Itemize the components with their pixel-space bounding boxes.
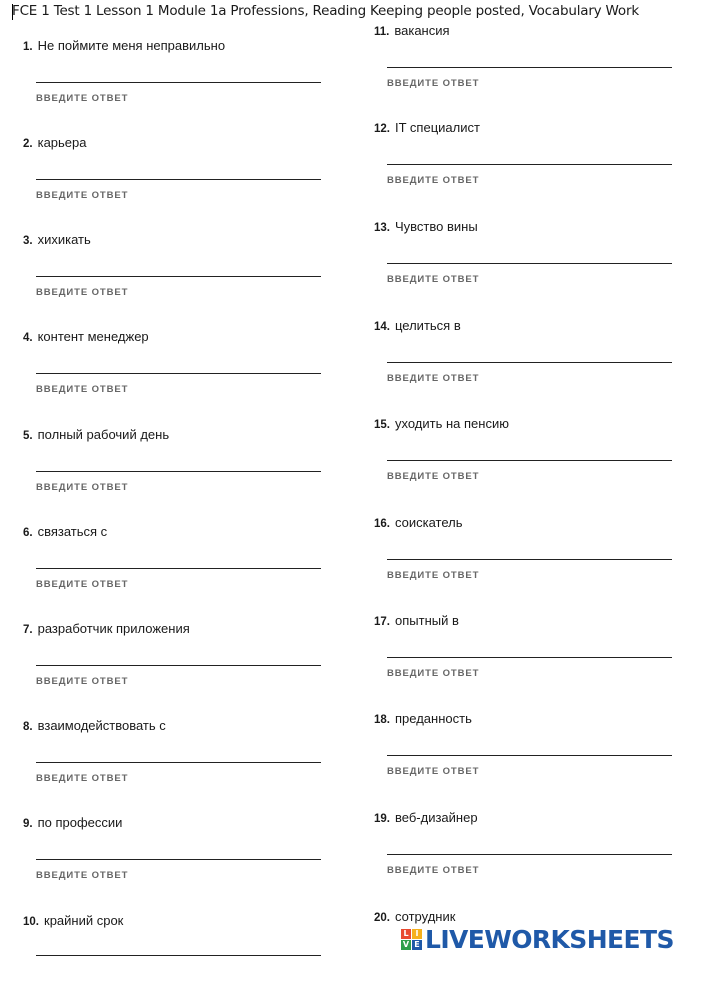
question-prompt <box>374 120 480 135</box>
question-text: Не поймите меня неправильно <box>37 38 226 53</box>
question-prompt <box>23 329 149 344</box>
question-prompt <box>374 23 450 38</box>
question-prompt <box>23 135 87 150</box>
answer-hint: ВВЕДИТЕ ОТВЕТ <box>387 78 480 89</box>
question-item <box>374 416 674 506</box>
document-title: FCE 1 Test 1 Lesson 1 Module 1a Professions, Reading Keeping people posted, Vocabulary Work <box>12 3 639 19</box>
question-prompt <box>23 427 169 442</box>
question-item <box>23 232 323 322</box>
answer-underline <box>36 471 321 472</box>
answer-input[interactable] <box>387 733 672 755</box>
question-text: преданность <box>395 711 472 726</box>
answer-input[interactable] <box>387 45 672 67</box>
answer-underline <box>36 179 321 180</box>
answer-input[interactable] <box>387 340 672 362</box>
answer-hint: ВВЕДИТЕ ОТВЕТ <box>387 175 480 186</box>
answer-input[interactable] <box>36 837 321 859</box>
question-prompt <box>374 613 459 628</box>
question-number: 19. <box>374 813 390 825</box>
liveworksheets-logo <box>401 924 674 954</box>
question-text: полный рабочий день <box>37 427 170 442</box>
question-number: 8. <box>23 721 33 733</box>
question-text: целиться в <box>395 318 461 333</box>
question-prompt <box>23 718 166 733</box>
question-number: 2. <box>23 138 33 150</box>
answer-underline <box>387 460 672 461</box>
answer-hint: ВВЕДИТЕ ОТВЕТ <box>36 676 129 687</box>
answer-input[interactable] <box>36 546 321 568</box>
question-number: 18. <box>374 714 390 726</box>
question-item <box>23 718 323 808</box>
question-number: 13. <box>374 222 390 234</box>
question-prompt <box>374 711 472 726</box>
question-number: 17. <box>374 616 390 628</box>
answer-hint: ВВЕДИТЕ ОТВЕТ <box>36 287 129 298</box>
answer-underline <box>387 755 672 756</box>
answer-input[interactable] <box>36 740 321 762</box>
question-prompt <box>23 913 123 928</box>
answer-input[interactable] <box>387 438 672 460</box>
question-item <box>23 329 323 419</box>
answer-input[interactable] <box>387 142 672 164</box>
answer-input[interactable] <box>36 351 321 373</box>
question-number: 16. <box>374 518 390 530</box>
answer-hint: ВВЕДИТЕ ОТВЕТ <box>387 668 480 679</box>
question-prompt <box>23 232 91 247</box>
question-item <box>374 120 674 210</box>
answer-underline <box>36 276 321 277</box>
answer-input[interactable] <box>387 241 672 263</box>
badge-letter: L <box>401 929 411 939</box>
answer-hint: ВВЕДИТЕ ОТВЕТ <box>387 471 480 482</box>
question-item <box>23 621 323 711</box>
question-item <box>374 219 674 309</box>
question-text: хихикать <box>37 232 91 247</box>
question-item <box>23 135 323 225</box>
question-number: 10. <box>23 916 39 928</box>
question-text: крайний срок <box>44 913 124 928</box>
question-prompt <box>374 318 461 333</box>
answer-input[interactable] <box>36 449 321 471</box>
question-text: уходить на пенсию <box>395 416 509 431</box>
question-prompt <box>374 219 478 234</box>
answer-input[interactable] <box>36 935 321 957</box>
answer-hint: ВВЕДИТЕ ОТВЕТ <box>36 384 129 395</box>
question-prompt <box>374 416 509 431</box>
answer-hint: ВВЕДИТЕ ОТВЕТ <box>36 773 129 784</box>
question-number: 7. <box>23 624 33 636</box>
question-text: Чувство вины <box>395 219 478 234</box>
question-number: 15. <box>374 419 390 431</box>
question-text: веб-дизайнер <box>395 810 478 825</box>
answer-hint: ВВЕДИТЕ ОТВЕТ <box>36 579 129 590</box>
badge-letter: V <box>402 939 410 949</box>
question-item <box>23 38 323 128</box>
answer-underline <box>387 559 672 560</box>
question-item <box>23 427 323 517</box>
question-number: 6. <box>23 527 33 539</box>
live-badge-icon <box>401 929 422 950</box>
question-number: 11. <box>374 26 390 38</box>
answer-underline <box>387 362 672 363</box>
answer-underline <box>36 373 321 374</box>
answer-underline <box>387 263 672 264</box>
question-text: вакансия <box>394 23 450 38</box>
question-item <box>374 909 674 999</box>
question-text: контент менеджер <box>37 329 149 344</box>
answer-hint: ВВЕДИТЕ ОТВЕТ <box>387 373 480 384</box>
question-prompt <box>23 38 225 53</box>
answer-underline <box>36 568 321 569</box>
question-number: 3. <box>23 235 33 247</box>
question-number: 4. <box>23 332 33 344</box>
logo-text: LIVEWORKSHEETS <box>425 924 674 954</box>
question-item <box>374 711 674 801</box>
answer-input[interactable] <box>387 832 672 854</box>
question-number: 1. <box>23 41 33 53</box>
answer-hint: ВВЕДИТЕ ОТВЕТ <box>36 870 129 881</box>
answer-input[interactable] <box>36 254 321 276</box>
answer-hint: ВВЕДИТЕ ОТВЕТ <box>36 190 129 201</box>
question-text: IT специалист <box>395 120 480 135</box>
question-number: 14. <box>374 321 390 333</box>
answer-underline <box>387 164 672 165</box>
answer-underline <box>36 665 321 666</box>
question-item <box>374 318 674 408</box>
question-text: опытный в <box>395 613 459 628</box>
question-number: 9. <box>23 818 33 830</box>
question-prompt <box>23 524 107 539</box>
question-item <box>374 810 674 900</box>
answer-hint: ВВЕДИТЕ ОТВЕТ <box>36 482 129 493</box>
question-item <box>23 815 323 905</box>
answer-input[interactable] <box>387 635 672 657</box>
question-prompt <box>374 810 478 825</box>
answer-hint: ВВЕДИТЕ ОТВЕТ <box>36 93 129 104</box>
badge-letter: I <box>412 929 422 939</box>
answer-hint: ВВЕДИТЕ ОТВЕТ <box>387 766 480 777</box>
answer-underline <box>36 762 321 763</box>
question-text: связаться с <box>37 524 108 539</box>
answer-underline <box>36 955 321 956</box>
answer-underline <box>387 67 672 68</box>
answer-underline <box>36 82 321 83</box>
question-item <box>374 23 674 113</box>
answer-underline <box>387 854 672 855</box>
answer-input[interactable] <box>36 60 321 82</box>
question-prompt <box>374 909 455 924</box>
question-number: 20. <box>374 912 390 924</box>
question-text: взаимодействовать с <box>37 718 166 733</box>
answer-hint: ВВЕДИТЕ ОТВЕТ <box>387 274 480 285</box>
question-number: 12. <box>374 123 390 135</box>
answer-input[interactable] <box>387 537 672 559</box>
answer-underline <box>387 657 672 658</box>
question-text: по профессии <box>37 815 123 830</box>
question-text: сотрудник <box>395 909 456 924</box>
question-prompt <box>374 515 463 530</box>
question-text: разработчик приложения <box>37 621 190 636</box>
answer-input[interactable] <box>36 157 321 179</box>
answer-hint: ВВЕДИТЕ ОТВЕТ <box>387 865 480 876</box>
answer-underline <box>36 859 321 860</box>
question-item <box>23 524 323 614</box>
question-prompt <box>23 815 122 830</box>
answer-hint: ВВЕДИТЕ ОТВЕТ <box>387 570 480 581</box>
question-item <box>23 913 323 1003</box>
question-text: карьера <box>37 135 87 150</box>
answer-input[interactable] <box>36 643 321 665</box>
question-text: соискатель <box>395 515 463 530</box>
question-item <box>374 515 674 605</box>
question-prompt <box>23 621 190 636</box>
question-item <box>374 613 674 703</box>
question-number: 5. <box>23 430 33 442</box>
badge-letter: E <box>412 940 422 950</box>
